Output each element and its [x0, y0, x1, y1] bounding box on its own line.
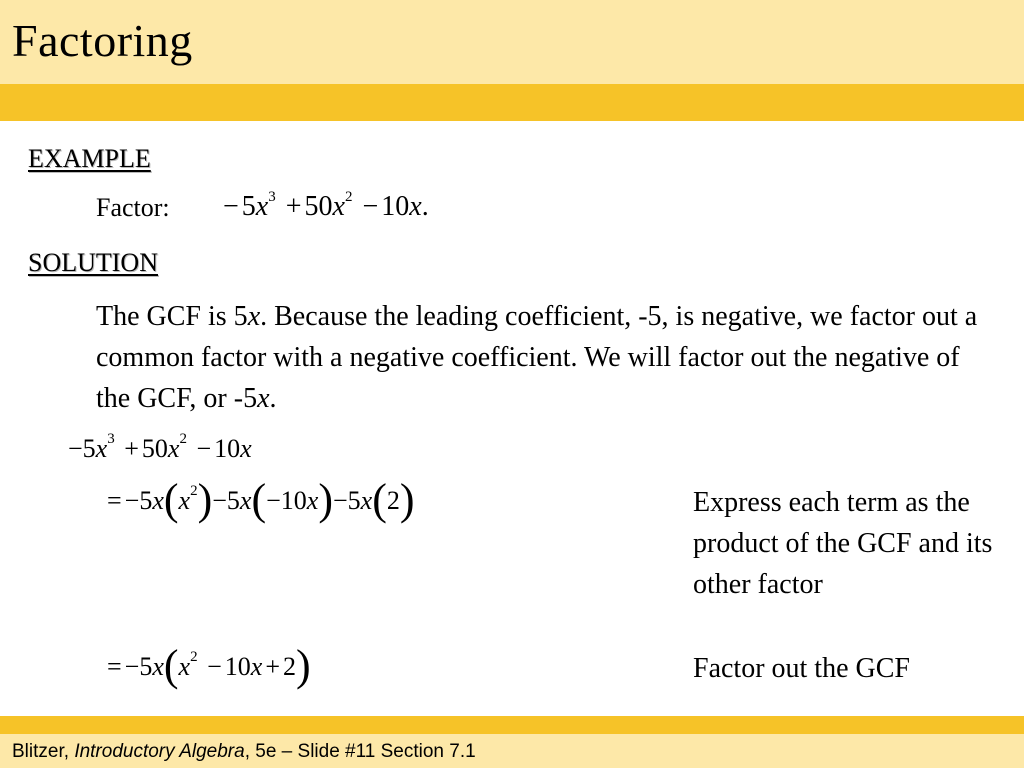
- note-factor-out-gcf: Factor out the GCF: [693, 653, 910, 684]
- footer-citation: Blitzer, Introductory Algebra, 5e – Slide #11 Section 7.1: [12, 741, 476, 762]
- note-express-each-term: Express each term as the product of the GCF and its other factor: [693, 487, 993, 600]
- title-bar: [0, 0, 1024, 84]
- work-line-expanded: = $-5x(x^2)-5x(-10x)-5x(2)$: [107, 475, 415, 524]
- work-line-original: $-5x^3 + 50x^2 - 10x$: [68, 431, 252, 463]
- solution-heading: SOLUTION: [28, 248, 158, 277]
- title-accent-band: [0, 84, 1024, 121]
- slide-title: Factoring: [12, 15, 193, 66]
- work-line-factored: = $-5x(x^2 - 10x + 2)$: [107, 641, 311, 690]
- factor-label: Factor:: [96, 193, 170, 222]
- example-heading: EXAMPLE: [28, 144, 151, 173]
- factor-expression: − $5x^3 + 50x^2 - 10x$.: [223, 188, 429, 222]
- solution-paragraph: The GCF is 5x. Because the leading coefficient, -5, is negative, we factor out a common factor with a negative coefficient. We will factor out the negative of the GCF, or -5x.: [96, 301, 978, 414]
- footer-accent-band: [0, 716, 1024, 734]
